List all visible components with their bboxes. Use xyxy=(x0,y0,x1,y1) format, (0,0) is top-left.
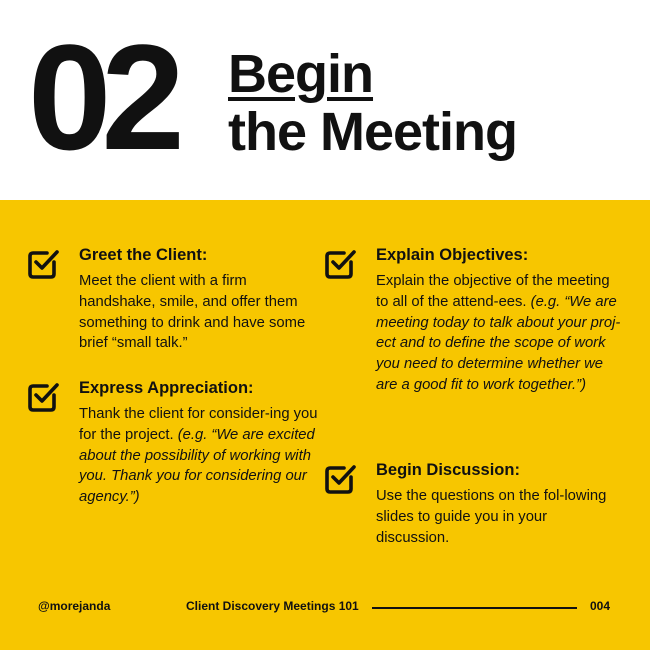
item-body: Meet the client with a firm handshake, smile, and offer them something to drink and have some brief “small talk.” xyxy=(79,273,306,352)
item-title: Express Appreciation: xyxy=(79,379,254,397)
page-title-line-2: the Meeting xyxy=(228,102,518,162)
header xyxy=(0,0,650,200)
item-body: Explain the objective of the meeting to all of the attend-ees. (e.g. “We are meeting today to talk about your proj-ect and to define the scope of work you need to determine whether we are a good fit to work together.”) xyxy=(376,273,621,393)
checkbox-check-icon xyxy=(323,462,357,496)
item-title: Begin Discussion: xyxy=(376,461,520,479)
item-body: Thank the client for consider-ing you for the project. (e.g. “We are excited about the possibility of working with you. Thank you for considering our agency.”) xyxy=(79,406,318,506)
checkbox-check-icon xyxy=(323,247,357,281)
checkbox-check-icon xyxy=(26,380,60,414)
footer-divider xyxy=(372,607,577,609)
item-title: Greet the Client: xyxy=(79,246,208,264)
series-title: Client Discovery Meetings 101 xyxy=(186,599,359,613)
page-title-line-1: Begin xyxy=(228,44,374,104)
section-number: 02 xyxy=(28,13,175,181)
author-handle: @morejanda xyxy=(38,599,111,613)
page-number: 004 xyxy=(590,599,611,613)
checkbox-check-icon xyxy=(26,247,60,281)
item-title: Explain Objectives: xyxy=(376,246,529,264)
item-body: Use the questions on the fol-lowing slides to guide you in your discussion. xyxy=(376,488,607,546)
